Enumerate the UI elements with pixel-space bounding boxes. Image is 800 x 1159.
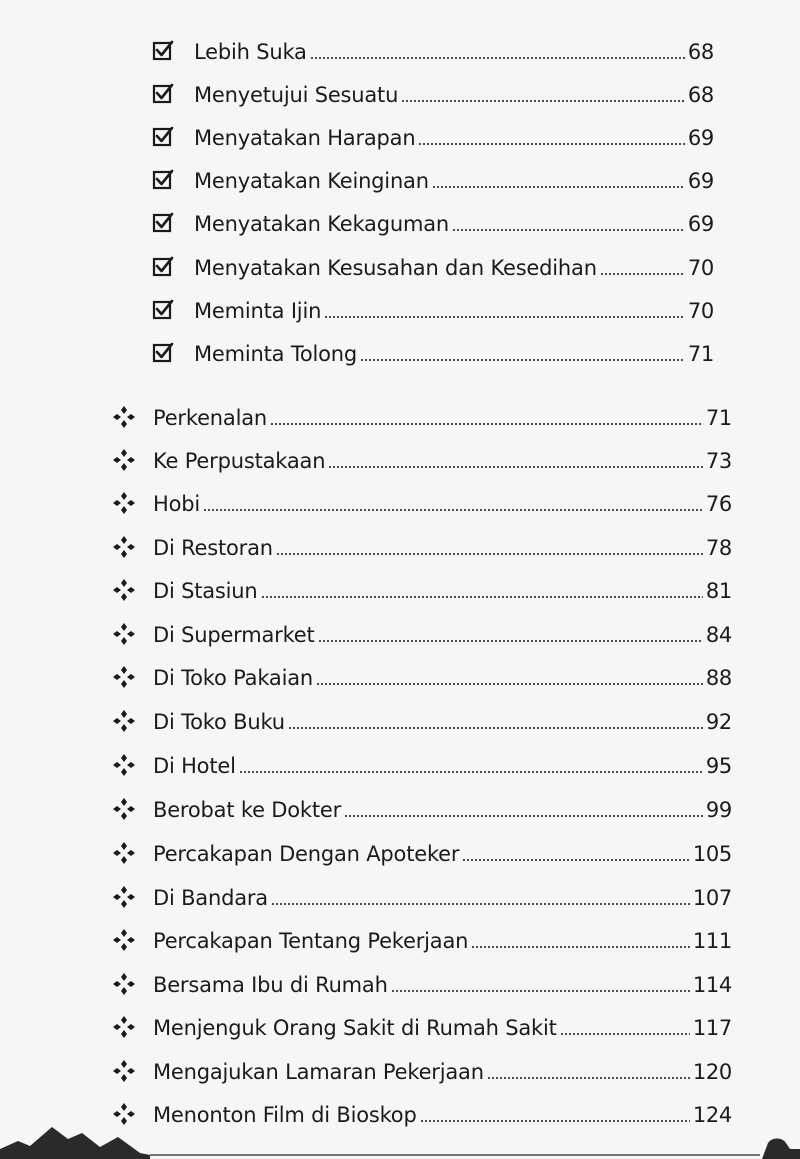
dot-leader (270, 423, 703, 425)
toc-item-label: Ke Perpustakaan (153, 449, 326, 473)
toc-page-number: 76 (705, 492, 732, 516)
toc-page-number: 71 (687, 342, 714, 366)
four-diamond-icon (112, 622, 136, 646)
toc-item-label: Hobi (153, 492, 201, 516)
dot-leader (316, 683, 703, 685)
toc-item-label: Di Restoran (153, 536, 273, 560)
toc-item-label: Lebih Suka (194, 40, 307, 64)
dot-leader (432, 186, 685, 188)
four-diamond-icon (112, 797, 136, 821)
dot-leader (560, 1033, 690, 1035)
checked-box-icon (152, 126, 174, 148)
toc-page-number: 68 (687, 40, 714, 64)
toc-item-label: Menyatakan Harapan (194, 126, 416, 150)
checked-box-icon (152, 256, 174, 278)
toc-main-item (112, 836, 732, 866)
four-diamond-icon (112, 885, 136, 909)
four-diamond-icon (112, 753, 136, 777)
toc-page-number: 69 (687, 126, 714, 150)
dot-leader (600, 273, 685, 275)
four-diamond-icon (112, 928, 136, 952)
toc-main-item (112, 573, 732, 603)
toc-page-number: 68 (687, 83, 714, 107)
toc-page-number: 78 (705, 536, 732, 560)
mountain-ornament-icon (0, 1119, 800, 1159)
toc-item-label: Percakapan Tentang Pekerjaan (153, 929, 469, 953)
dot-leader (471, 946, 690, 948)
checked-box-icon (152, 299, 174, 321)
toc-page-number: 73 (705, 449, 732, 473)
toc-item-label: Di Supermarket (153, 623, 315, 647)
dot-leader (328, 466, 703, 468)
four-diamond-icon (112, 405, 136, 429)
dot-leader (288, 727, 703, 729)
toc-main-item (112, 923, 732, 953)
dot-leader (487, 1077, 690, 1079)
toc-main-item (112, 880, 732, 910)
toc-sub-item (152, 293, 714, 323)
toc-page-number: 81 (705, 579, 732, 603)
toc-page-number: 84 (705, 623, 732, 647)
dot-leader (462, 859, 689, 861)
dot-leader (239, 771, 703, 773)
dot-leader (401, 100, 685, 102)
toc-page-number: 120 (692, 1060, 732, 1084)
toc-page-number: 117 (692, 1016, 732, 1040)
toc-main-item (112, 617, 732, 647)
dot-leader (261, 596, 703, 598)
toc-sub-item (152, 163, 714, 193)
dot-leader (271, 903, 690, 905)
toc-main-item (112, 792, 732, 822)
toc-item-label: Di Hotel (153, 754, 236, 778)
toc-sub-item (152, 77, 714, 107)
dot-leader (318, 640, 703, 642)
toc-main-item (112, 400, 732, 430)
toc-main-item (112, 1054, 732, 1084)
toc-sub-item (152, 336, 714, 366)
toc-page-number: 105 (692, 842, 732, 866)
toc-main-item (112, 530, 732, 560)
checked-box-icon (152, 342, 174, 364)
toc-page-number: 69 (687, 169, 714, 193)
dot-leader (310, 57, 685, 59)
checked-box-icon (152, 212, 174, 234)
toc-page-number: 69 (687, 212, 714, 236)
toc-item-label: Menyatakan Kekaguman (194, 212, 449, 236)
four-diamond-icon (112, 1015, 136, 1039)
checked-box-icon (152, 83, 174, 105)
checked-box-icon (152, 40, 174, 62)
four-diamond-icon (112, 448, 136, 472)
toc-main-item (112, 486, 732, 516)
toc-item-label: Menyatakan Kesusahan dan Kesedihan (194, 256, 597, 280)
dot-leader (203, 509, 703, 511)
four-diamond-icon (112, 709, 136, 733)
toc-sub-item (152, 120, 714, 150)
dot-leader (360, 359, 685, 361)
four-diamond-icon (112, 1059, 136, 1083)
toc-main-item (112, 967, 732, 997)
toc-page-number: 95 (705, 754, 732, 778)
toc-sub-item (152, 250, 714, 280)
toc-item-label: Percakapan Dengan Apoteker (153, 842, 460, 866)
four-diamond-icon (112, 972, 136, 996)
dot-leader (452, 229, 685, 231)
toc-item-label: Perkenalan (153, 406, 267, 430)
toc-sub-item (152, 34, 714, 64)
toc-page-number: 92 (705, 710, 732, 734)
four-diamond-icon (112, 665, 136, 689)
toc-item-label: Menyetujui Sesuatu (194, 83, 399, 107)
toc-main-item (112, 748, 732, 778)
toc-page-number: 107 (692, 886, 732, 910)
four-diamond-icon (112, 578, 136, 602)
toc-main-item (112, 443, 732, 473)
toc-page-number: 124 (692, 1103, 732, 1127)
dot-leader (276, 553, 703, 555)
dot-leader (418, 143, 684, 145)
toc-page-number: 70 (687, 299, 714, 323)
four-diamond-icon (112, 535, 136, 559)
toc-item-label: Menonton Film di Bioskop (153, 1103, 417, 1127)
toc-page-number: 114 (692, 973, 732, 997)
toc-item-label: Di Stasiun (153, 579, 258, 603)
toc-item-label: Menyatakan Keinginan (194, 169, 429, 193)
toc-item-label: Mengajukan Lamaran Pekerjaan (153, 1060, 484, 1084)
toc-item-label: Berobat ke Dokter (153, 798, 342, 822)
toc-item-label: Bersama Ibu di Rumah (153, 973, 388, 997)
toc-item-label: Di Bandara (153, 886, 268, 910)
dot-leader (324, 316, 685, 318)
toc-item-label: Meminta Tolong (194, 342, 358, 366)
four-diamond-icon (112, 841, 136, 865)
dot-leader (391, 990, 690, 992)
toc-main-item (112, 704, 732, 734)
toc-item-label: Di Toko Pakaian (153, 666, 313, 690)
toc-main-item (112, 660, 732, 690)
toc-main-item (112, 1010, 732, 1040)
toc-page-number: 88 (705, 666, 732, 690)
toc-page-number: 70 (687, 256, 714, 280)
toc-item-label: Menjenguk Orang Sakit di Rumah Sakit (153, 1016, 557, 1040)
toc-page-number: 71 (705, 406, 732, 430)
toc-page-number: 99 (705, 798, 732, 822)
four-diamond-icon (112, 491, 136, 515)
toc-item-label: Meminta Ijin (194, 299, 322, 323)
toc-sub-item (152, 206, 714, 236)
toc-item-label: Di Toko Buku (153, 710, 285, 734)
dot-leader (344, 815, 703, 817)
checked-box-icon (152, 169, 174, 191)
toc-page-number: 111 (692, 929, 732, 953)
